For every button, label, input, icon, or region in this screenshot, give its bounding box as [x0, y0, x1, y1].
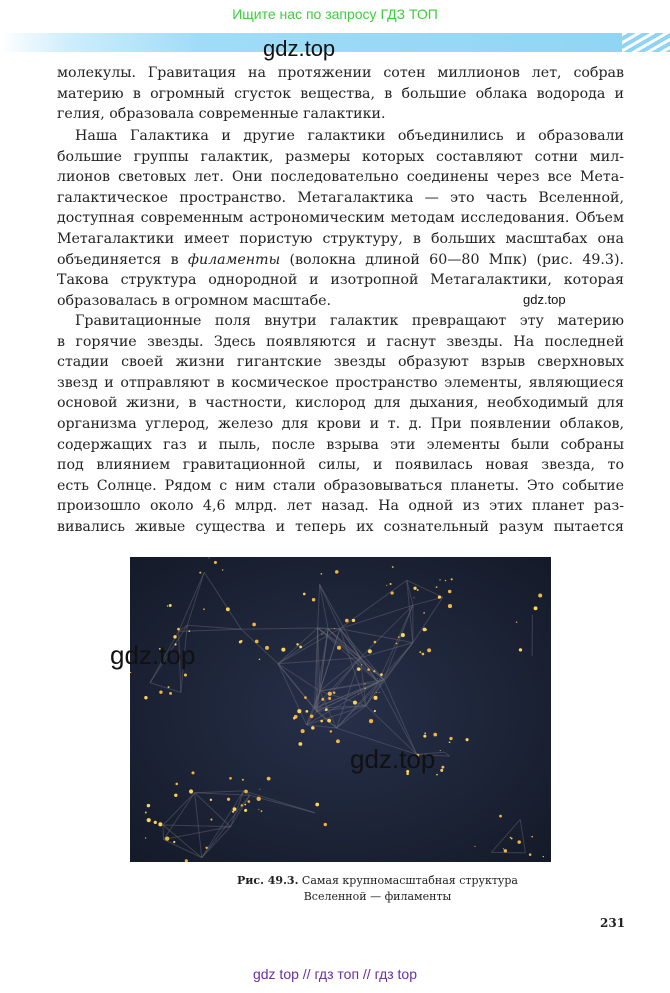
- galaxy-cluster: [361, 664, 362, 665]
- galaxy-cluster: [417, 589, 419, 591]
- galaxy-cluster: [336, 739, 340, 743]
- galaxy-cluster: [335, 570, 339, 574]
- text-line: Гравитационные поля внутри галактик превращают эту материю: [75, 313, 624, 329]
- paragraph-2: [57, 126, 624, 311]
- galaxy-cluster: [427, 648, 431, 652]
- text-line: в горячие звезды. Здесь появляются и гаснут звезды. На последней: [57, 333, 624, 350]
- galaxy-cluster: [257, 797, 261, 801]
- text-line: содержащих газ и пыль, после взрыва эти элементы были собраны: [57, 436, 624, 453]
- galaxy-cluster: [327, 719, 331, 723]
- galaxy-cluster: [529, 853, 532, 856]
- galaxy-cluster: [377, 678, 378, 679]
- text-line: организма углерод, железо для крови и т. д. При появлении облаков,: [57, 415, 624, 432]
- galaxy-cluster: [168, 686, 170, 688]
- paragraph-1: [57, 63, 624, 125]
- galaxy-cluster: [424, 732, 426, 734]
- galaxy-cluster: [169, 604, 172, 607]
- text-line: Метагалактики имеет пористую структуру, в больших масштабах она: [57, 230, 624, 247]
- galaxy-cluster: [538, 594, 542, 598]
- galaxy-cluster: [439, 579, 440, 580]
- text-line: гелия, образовала современные галактики.: [57, 106, 386, 123]
- galaxy-cluster: [392, 566, 394, 568]
- galaxy-cluster: [242, 779, 244, 781]
- galaxy-cluster: [445, 580, 446, 581]
- galaxy-cluster: [261, 810, 263, 812]
- text-line: вивались живые существа и теперь их сознательный разум пытается: [57, 518, 624, 535]
- watermark-image-center: gdz.top: [350, 744, 436, 774]
- galaxy-cluster: [214, 561, 217, 564]
- galaxy-cluster: [210, 819, 212, 821]
- galaxy-cluster: [401, 633, 405, 637]
- galaxy-cluster: [440, 750, 441, 751]
- galaxy-cluster: [516, 621, 517, 622]
- watermark-header: gdz.top: [263, 36, 336, 61]
- galaxy-cluster: [244, 804, 246, 806]
- text-line: есть Солнце. Рядом с ним стали образовываться планеты. Это событие: [57, 477, 624, 494]
- galaxy-cluster: [227, 798, 230, 801]
- text-line: Такова структура однородной и изотропной Метагалактики, которая: [57, 272, 624, 289]
- text-line: Наша Галактика и другие галактики объединились и образовали: [75, 128, 624, 144]
- cosmic-web-illustration: [130, 557, 551, 862]
- galaxy-cluster: [449, 741, 451, 743]
- galaxy-cluster: [297, 709, 301, 713]
- header-stripes: [622, 33, 670, 52]
- galaxy-cluster: [258, 809, 259, 810]
- text-line: большие группы галактик, размеры которых составляют сотни мил-: [57, 148, 624, 165]
- galaxy-cluster: [209, 558, 210, 559]
- galaxy-cluster: [503, 848, 504, 849]
- galaxy-cluster: [436, 586, 438, 588]
- galaxy-cluster: [433, 733, 437, 737]
- galaxy-cluster: [504, 849, 507, 852]
- galaxy-cluster: [448, 604, 452, 608]
- galaxy-cluster: [203, 608, 205, 610]
- page-number: 231: [600, 916, 626, 930]
- galaxy-cluster: [321, 573, 323, 575]
- text-line: доступная современным астрономическим методам исследования. Объем: [57, 210, 624, 227]
- caption-line-1: Самая крупномасштабная структура: [301, 874, 518, 887]
- text-fragment: (волокна длиной 60—80 Мпк) (рис. 49.3).: [289, 251, 624, 268]
- galaxy-cluster: [177, 628, 180, 631]
- search-banner[interactable]: Ищите нас по запросу ГДЗ ТОП: [232, 6, 438, 22]
- galaxy-cluster: [259, 659, 260, 660]
- galaxy-cluster: [374, 641, 377, 644]
- galaxy-cluster: [380, 673, 383, 676]
- galaxy-cluster: [352, 619, 355, 622]
- galaxy-cluster: [365, 688, 366, 689]
- footer-links[interactable]: gdz top // гдз топ // гдз top: [252, 966, 418, 982]
- galaxy-cluster: [474, 846, 475, 847]
- galaxy-cluster: [423, 735, 426, 738]
- galaxy-cluster: [144, 696, 147, 699]
- galaxy-cluster: [328, 697, 331, 700]
- galaxy-cluster: [466, 738, 469, 741]
- paragraph-3: [57, 311, 624, 538]
- galaxy-cluster: [436, 774, 438, 776]
- galaxy-cluster: [386, 585, 387, 586]
- galaxy-cluster: [325, 708, 328, 711]
- galaxy-cluster: [334, 628, 335, 629]
- galaxy-cluster: [158, 822, 162, 826]
- text-line: основой жизни, в частности, кислород для дыхания, необходимый для: [57, 395, 624, 412]
- galaxy-cluster: [422, 653, 425, 656]
- galaxy-cluster: [239, 641, 242, 644]
- galaxy-cluster: [321, 698, 324, 701]
- galaxy-cluster: [147, 804, 150, 807]
- galaxy-cluster: [169, 692, 172, 695]
- galaxy-cluster: [328, 692, 332, 696]
- text-line: галактическое пространство. Метагалактика — это часть Вселенной,: [57, 189, 624, 206]
- galaxy-cluster: [147, 818, 151, 822]
- text-line: стадии своей жизни гигантские звезды образуют взрыв сверхновых: [57, 354, 624, 371]
- caption-label: Рис. 49.3.: [236, 874, 299, 887]
- galaxy-cluster: [440, 769, 443, 772]
- galaxy-cluster: [345, 619, 349, 623]
- watermark-inline: gdz.top: [523, 292, 566, 307]
- galaxy-cluster: [368, 649, 372, 653]
- galaxy-cluster: [310, 714, 314, 718]
- galaxy-cluster: [299, 742, 303, 746]
- galaxy-cluster: [423, 612, 425, 614]
- galaxy-cluster: [226, 607, 230, 611]
- galaxy-cluster: [306, 710, 309, 713]
- galaxy-cluster: [299, 645, 302, 648]
- galaxy-cluster: [337, 646, 341, 650]
- galaxy-cluster: [419, 651, 421, 653]
- galaxy-cluster: [244, 790, 248, 794]
- galaxy-cluster: [210, 799, 212, 801]
- galaxy-cluster: [543, 856, 544, 857]
- text-line: образовалась в огромном масштабе.: [57, 292, 332, 309]
- galaxy-cluster: [379, 692, 380, 693]
- galaxy-cluster: [174, 794, 177, 797]
- galaxy-cluster: [293, 717, 296, 720]
- caption-line-2: Вселенной — филаменты: [303, 890, 452, 903]
- galaxy-cluster: [531, 836, 533, 838]
- galaxy-cluster: [229, 777, 232, 780]
- galaxy-cluster: [233, 807, 237, 811]
- galaxy-cluster: [205, 847, 207, 849]
- galaxy-cluster: [189, 789, 193, 793]
- galaxy-cluster: [252, 623, 256, 627]
- watermark-image-left: gdz.top: [110, 640, 196, 670]
- galaxy-cluster: [398, 636, 400, 638]
- galaxy-cluster: [441, 766, 444, 769]
- galaxy-cluster: [423, 628, 427, 632]
- galaxy-cluster: [499, 815, 502, 818]
- galaxy-cluster: [199, 572, 201, 574]
- galaxy-cluster: [296, 643, 298, 645]
- galaxy-cluster: [130, 672, 131, 673]
- text-line-with-term: [57, 250, 624, 271]
- galaxy-cluster: [390, 583, 392, 585]
- galaxy-cluster: [376, 692, 377, 693]
- galaxy-cluster: [448, 590, 451, 593]
- galaxy-cluster: [320, 720, 323, 723]
- filament-image: [130, 557, 551, 862]
- galaxy-cluster: [353, 701, 357, 705]
- galaxy-cluster: [534, 606, 538, 610]
- figure-caption: [150, 873, 605, 905]
- galaxy-cluster: [173, 841, 175, 843]
- text-line: звезд и отправляют в космическое пространство элементы, являющиеся: [57, 374, 624, 391]
- galaxy-cluster: [265, 646, 269, 650]
- galaxy-cluster: [154, 821, 157, 824]
- galaxy-cluster: [311, 726, 315, 730]
- text-line: материю в огромный сгусток вещества, в большие облака водорода и: [57, 85, 624, 102]
- galaxy-cluster: [255, 640, 259, 644]
- text-line: молекулы. Гравитация на протяжении сотен миллионов лет, собрав: [57, 65, 624, 81]
- galaxy-cluster: [165, 837, 169, 841]
- galaxy-cluster: [184, 673, 187, 676]
- galaxy-cluster: [267, 777, 271, 781]
- galaxy-cluster: [324, 823, 327, 826]
- galaxy-cluster: [519, 648, 522, 651]
- galaxy-cluster: [396, 643, 398, 645]
- galaxy-cluster: [247, 800, 250, 803]
- galaxy-cluster: [145, 812, 147, 814]
- galaxy-cluster: [369, 719, 373, 723]
- text-line: произошло около 4,6 млрд. лет назад. На одной из этих планет раз-: [57, 498, 624, 515]
- galaxy-cluster: [145, 837, 146, 838]
- galaxy-cluster: [191, 771, 194, 774]
- text-line: лионов световых лет. Они последовательно соединены через все Мета-: [57, 169, 624, 186]
- galaxy-cluster: [449, 737, 452, 740]
- galaxy-cluster: [315, 803, 319, 807]
- galaxy-cluster: [241, 804, 243, 806]
- galaxy-cluster: [357, 667, 361, 671]
- galaxy-cluster: [373, 670, 375, 672]
- galaxy-cluster: [312, 598, 315, 601]
- text-fragment: объединяется в: [57, 251, 179, 268]
- galaxy-cluster: [244, 809, 247, 812]
- galaxy-cluster: [330, 730, 332, 732]
- galaxy-cluster: [333, 692, 335, 694]
- galaxy-cluster: [517, 840, 520, 843]
- galaxy-cluster: [438, 595, 441, 598]
- galaxy-cluster: [303, 593, 306, 596]
- galaxy-cluster: [281, 648, 285, 652]
- term-filaments: филаменты: [187, 251, 281, 268]
- galaxy-cluster: [188, 630, 190, 632]
- galaxy-cluster: [159, 691, 162, 694]
- galaxy-cluster: [391, 591, 394, 594]
- galaxy-cluster: [414, 597, 415, 598]
- galaxy-cluster: [175, 783, 178, 786]
- galaxy-cluster: [358, 694, 359, 695]
- galaxy-cluster: [373, 696, 377, 700]
- galaxy-cluster: [321, 634, 322, 635]
- galaxy-cluster: [173, 635, 176, 638]
- galaxy-cluster: [304, 696, 307, 699]
- galaxy-cluster: [367, 668, 370, 671]
- galaxy-cluster: [222, 569, 223, 570]
- galaxy-cluster: [167, 605, 168, 606]
- galaxy-cluster: [301, 729, 305, 733]
- galaxy-cluster: [364, 683, 365, 684]
- galaxy-cluster: [511, 837, 513, 839]
- galaxy-cluster: [413, 587, 416, 590]
- text-line: под влиянием гравитационной силы, и появилась новая звезда, то: [57, 457, 624, 474]
- galaxy-cluster: [374, 710, 376, 712]
- galaxy-cluster: [451, 578, 453, 580]
- galaxy-cluster: [259, 789, 260, 790]
